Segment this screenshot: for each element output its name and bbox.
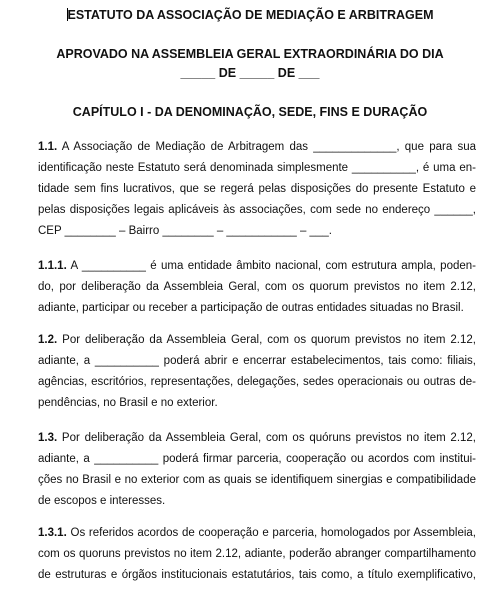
document-title: ESTATUTO DA ASSOCIAÇÃO DE MEDIAÇÃO E ARBITRAGEM bbox=[67, 8, 434, 22]
clause-number: 1.3. bbox=[38, 432, 58, 444]
clause-number: 1.1. bbox=[38, 141, 58, 153]
approval-line-2: _____ DE _____ DE ___ bbox=[180, 66, 320, 80]
document-title-line bbox=[0, 7, 500, 23]
paragraph-1-3 bbox=[38, 428, 476, 512]
clause-number: 1.3.1. bbox=[38, 527, 67, 539]
paragraph-line: CEP ________ – Bairro ________ – ___________ – ___. bbox=[38, 225, 332, 237]
paragraph-line: tidade sem fins lucrativos, que se regerá pelas disposições do presente Estatuto e bbox=[38, 183, 476, 195]
paragraph-line: 1.1. A Associação de Mediação de Arbitragem das _____________, que para sua bbox=[38, 141, 476, 153]
clause-number: 1.2. bbox=[38, 334, 58, 346]
approval-line-1: APROVADO NA ASSEMBLEIA GERAL EXTRAORDINÁRIA DO DIA bbox=[56, 47, 444, 61]
paragraph-1-3-1 bbox=[38, 523, 476, 586]
paragraph-line: do, por deliberação da Assembleia Geral, com os quorum previstos no item 2.12, bbox=[38, 281, 476, 293]
paragraph-line: 1.2. Por deliberação da Assembleia Geral, com os quorum previstos no item 2.12, bbox=[38, 334, 476, 346]
paragraph-line: com os quoruns previstos no item 2.12, adiante, poderão abranger compartilhamento bbox=[38, 548, 476, 560]
paragraph-line: pendências, no Brasil e no exterior. bbox=[38, 397, 218, 409]
paragraph-line: 1.3. Por deliberação da Assembleia Geral, com os quóruns previstos no item 2.12, bbox=[38, 432, 476, 444]
paragraph-line: adiante, a __________ poderá abrir e encerrar estabelecimentos, tais como: filiais, bbox=[38, 355, 476, 367]
paragraph-1-2 bbox=[38, 330, 476, 414]
paragraph-line: agências, escritórios, representações, delegações, sedes operacionais ou outras de- bbox=[38, 376, 476, 388]
paragraph-line: pelas disposições legais aplicáveis às associações, com sede no endereço ______, bbox=[38, 204, 476, 216]
paragraph-1-1 bbox=[38, 137, 476, 242]
paragraph-line: ções no Brasil e no exterior com as quais se identifiquem sinergias e compatibilidade bbox=[38, 474, 476, 486]
paragraph-line: 1.1.1. A __________ é uma entidade âmbito nacional, com estrutura ampla, poden- bbox=[38, 260, 476, 272]
paragraph-line: identificação neste Estatuto será denominada simplesmente __________, é uma en- bbox=[38, 162, 476, 174]
paragraph-line: adiante, participar ou receber a participação de outras entidades situadas no Brasil. bbox=[38, 302, 464, 314]
paragraph-1-1-1 bbox=[38, 256, 476, 319]
paragraph-line: de escopos e interesses. bbox=[38, 495, 166, 507]
paragraph-line: 1.3.1. Os referidos acordos de cooperação e parceria, homologados por Assembleia, bbox=[38, 527, 476, 539]
paragraph-line: de estruturas e órgãos institucionais estatutários, tais como, a título exemplificativo, bbox=[38, 569, 476, 581]
clause-number: 1.1.1. bbox=[38, 260, 67, 272]
paragraph-line: adiante, a __________ poderá firmar parceria, cooperação ou acordos com institui- bbox=[38, 453, 476, 465]
chapter-heading: CAPÍTULO I - DA DENOMINAÇÃO, SEDE, FINS E DURAÇÃO bbox=[72, 105, 428, 119]
